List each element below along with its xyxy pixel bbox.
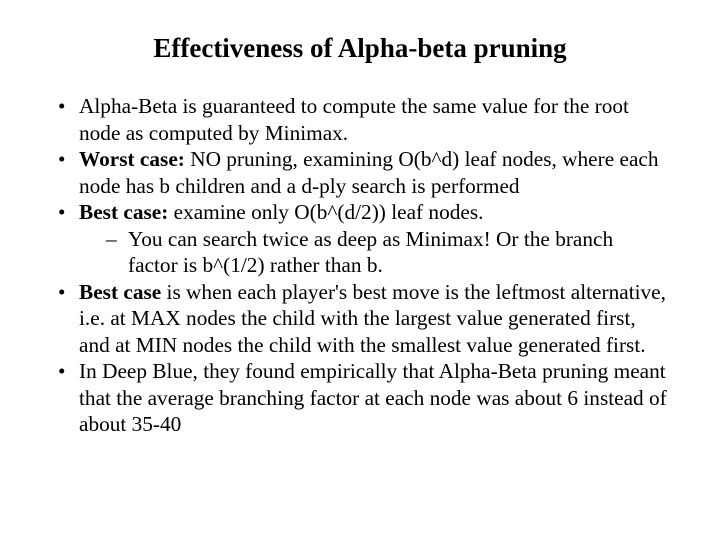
bullet-glyph: • bbox=[58, 147, 66, 171]
bullet-text: NO pruning, examining O(b^d) leaf nodes, where each node has b children and a d-ply search is performed bbox=[79, 147, 659, 198]
bullet-text: Alpha-Beta is guaranteed to compute the same value for the root node as computed by Minimax. bbox=[79, 94, 629, 145]
sub-bullet-item-1 bbox=[58, 226, 668, 279]
bullet-glyph: • bbox=[58, 279, 66, 304]
bullet-item-2 bbox=[58, 146, 668, 199]
bullet-text: In Deep Blue, they found empirically that Alpha-Beta pruning meant that the average branching factor at each node was about 6 instead of about 35-40 bbox=[79, 359, 667, 436]
bullet-item-1 bbox=[58, 93, 668, 146]
sub-bullet-text: You can search twice as deep as Minimax! Or the branch factor is b^(1/2) rather than b. bbox=[128, 226, 614, 277]
bullet-lead: Best case bbox=[79, 279, 162, 304]
bullet-lead: Best case: bbox=[79, 200, 169, 224]
bullet-glyph: • bbox=[58, 200, 66, 224]
bullet-item-4 bbox=[58, 279, 668, 359]
bullet-list bbox=[58, 93, 668, 438]
sub-bullet-glyph: – bbox=[106, 226, 117, 251]
bullet-glyph: • bbox=[58, 359, 66, 383]
bullet-item-3 bbox=[58, 199, 668, 226]
bullet-lead: Worst case: bbox=[79, 147, 185, 171]
slide-title: Effectiveness of Alpha-beta pruning bbox=[153, 33, 567, 63]
bullet-text: examine only O(b^(d/2)) leaf nodes. bbox=[168, 200, 484, 224]
bullet-item-5 bbox=[58, 358, 668, 438]
bullet-glyph: • bbox=[58, 94, 66, 118]
bullet-text: is when each player's best move is the leftmost alternative, i.e. at MAX nodes the child with the largest value generated first, and at MIN nodes the child with the smallest value generated first. bbox=[79, 279, 666, 357]
